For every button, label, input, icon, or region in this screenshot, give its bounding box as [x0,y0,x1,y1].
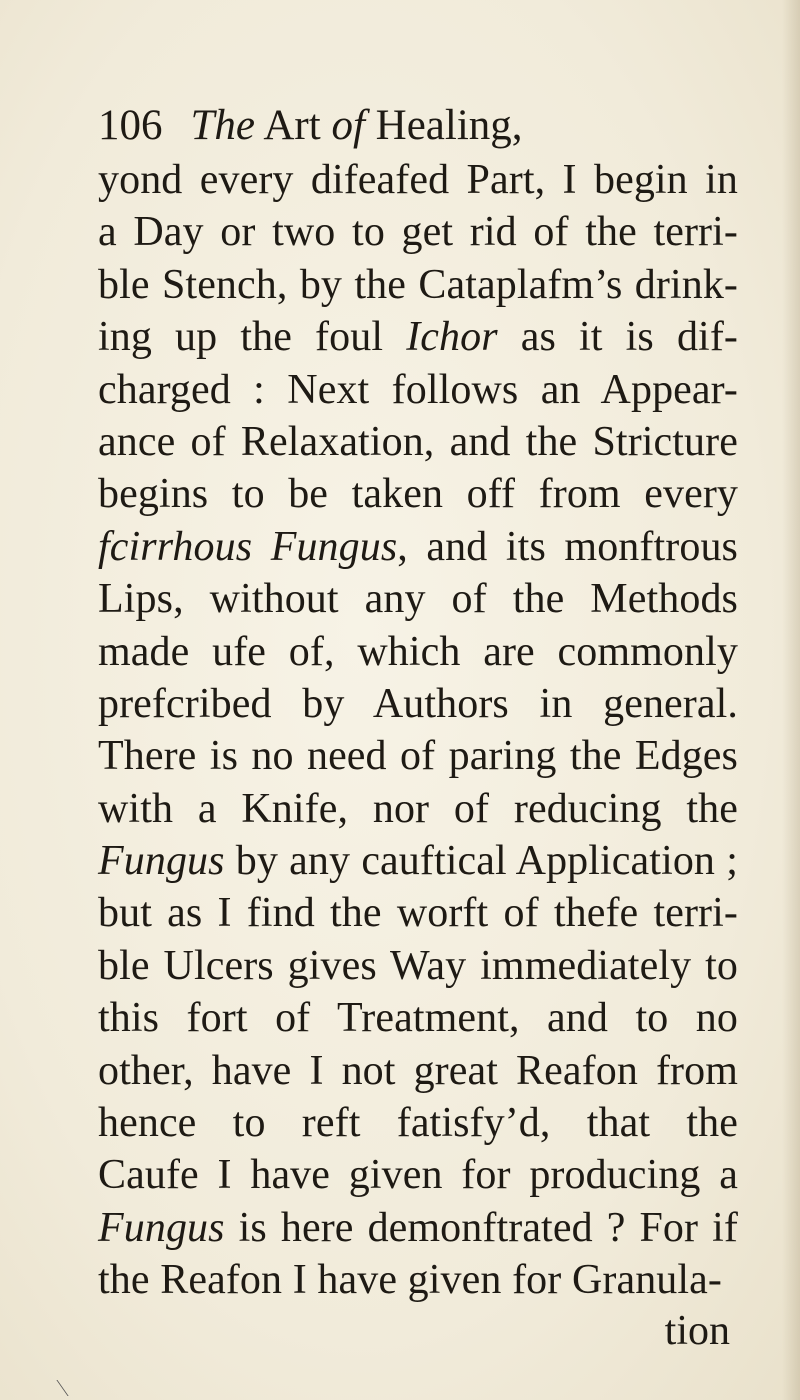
text-line [98,1045,738,1097]
text-line [98,1097,738,1149]
line-text: ance of Relaxation, and the Stricture [98,418,738,465]
line-text: but as I find the worft of thefe terri- [98,890,738,937]
text-line [98,521,738,573]
page-number: 106 [98,102,163,149]
line-text: ble Ulcers gives Way immediately to [98,942,738,989]
text-line [98,678,738,730]
text-line [98,468,738,520]
line-text: ble Stench, by the Cataplafm’s drink- [98,261,738,308]
line-text: yond every difeafed Part, I begin in [98,157,738,203]
text-line [98,1254,738,1306]
text-line [98,416,738,468]
text-line [98,573,738,625]
running-title-of: of [331,102,365,149]
text-line [98,311,738,363]
line-text: Lips, without any of the Methods [98,576,738,623]
running-title-the: The [190,102,255,149]
text-line [98,887,738,939]
line-text: this fort of Treatment, and to no [98,995,738,1042]
line-text: is here demonftrated ? For if [224,1204,738,1251]
line-text: a Day or two to get rid of the terri- [98,209,738,256]
line-text: begins to be taken off from every [98,471,738,518]
running-title-art: Art [255,102,332,149]
text-line [98,835,738,887]
line-text: charged : Next follows an Appear- [98,366,738,413]
text-line [98,154,738,206]
line-text: by any cauftical Application ; [224,838,738,885]
text-line [98,783,738,835]
line-text: as it is dif- [497,314,738,361]
text-line [98,1149,738,1201]
text-line [98,206,738,258]
line-text: the Reafon I have given for Granula- [98,1257,723,1304]
catchword: tion [664,1308,730,1354]
margin-mark [56,1380,76,1396]
line-text: , and its monftrous [397,523,738,570]
text-line [98,364,738,416]
line-text: prefcribed by Authors in general. [98,680,738,727]
running-header [98,96,738,156]
italic-text: fcirrhous Fungus [98,523,398,570]
line-text: ing up the foul [98,314,407,361]
italic-text: Fungus [98,1204,225,1251]
italic-text: Fungus [98,838,225,885]
page-edge-shadow [782,0,800,1400]
line-text: There is no need of paring the Edges [98,733,738,780]
text-line [98,259,738,311]
line-text: other, have I not great Reafon from [98,1047,738,1094]
text-line [98,626,738,678]
line-text: made ufe of, which are commonly [98,628,738,675]
text-line [98,992,738,1044]
text-line [98,940,738,992]
text-line [98,730,738,782]
line-text: hence to reft fatisfy’d, that the [98,1100,738,1147]
italic-text: Ichor [406,314,498,361]
body-text [98,154,738,1307]
line-text: Caufe I have given for producing a [98,1152,738,1199]
text-line [98,1202,738,1254]
line-text: with a Knife, nor of reducing the [98,785,738,832]
running-title-healing: Healing, [364,102,523,149]
running-title [191,102,523,149]
